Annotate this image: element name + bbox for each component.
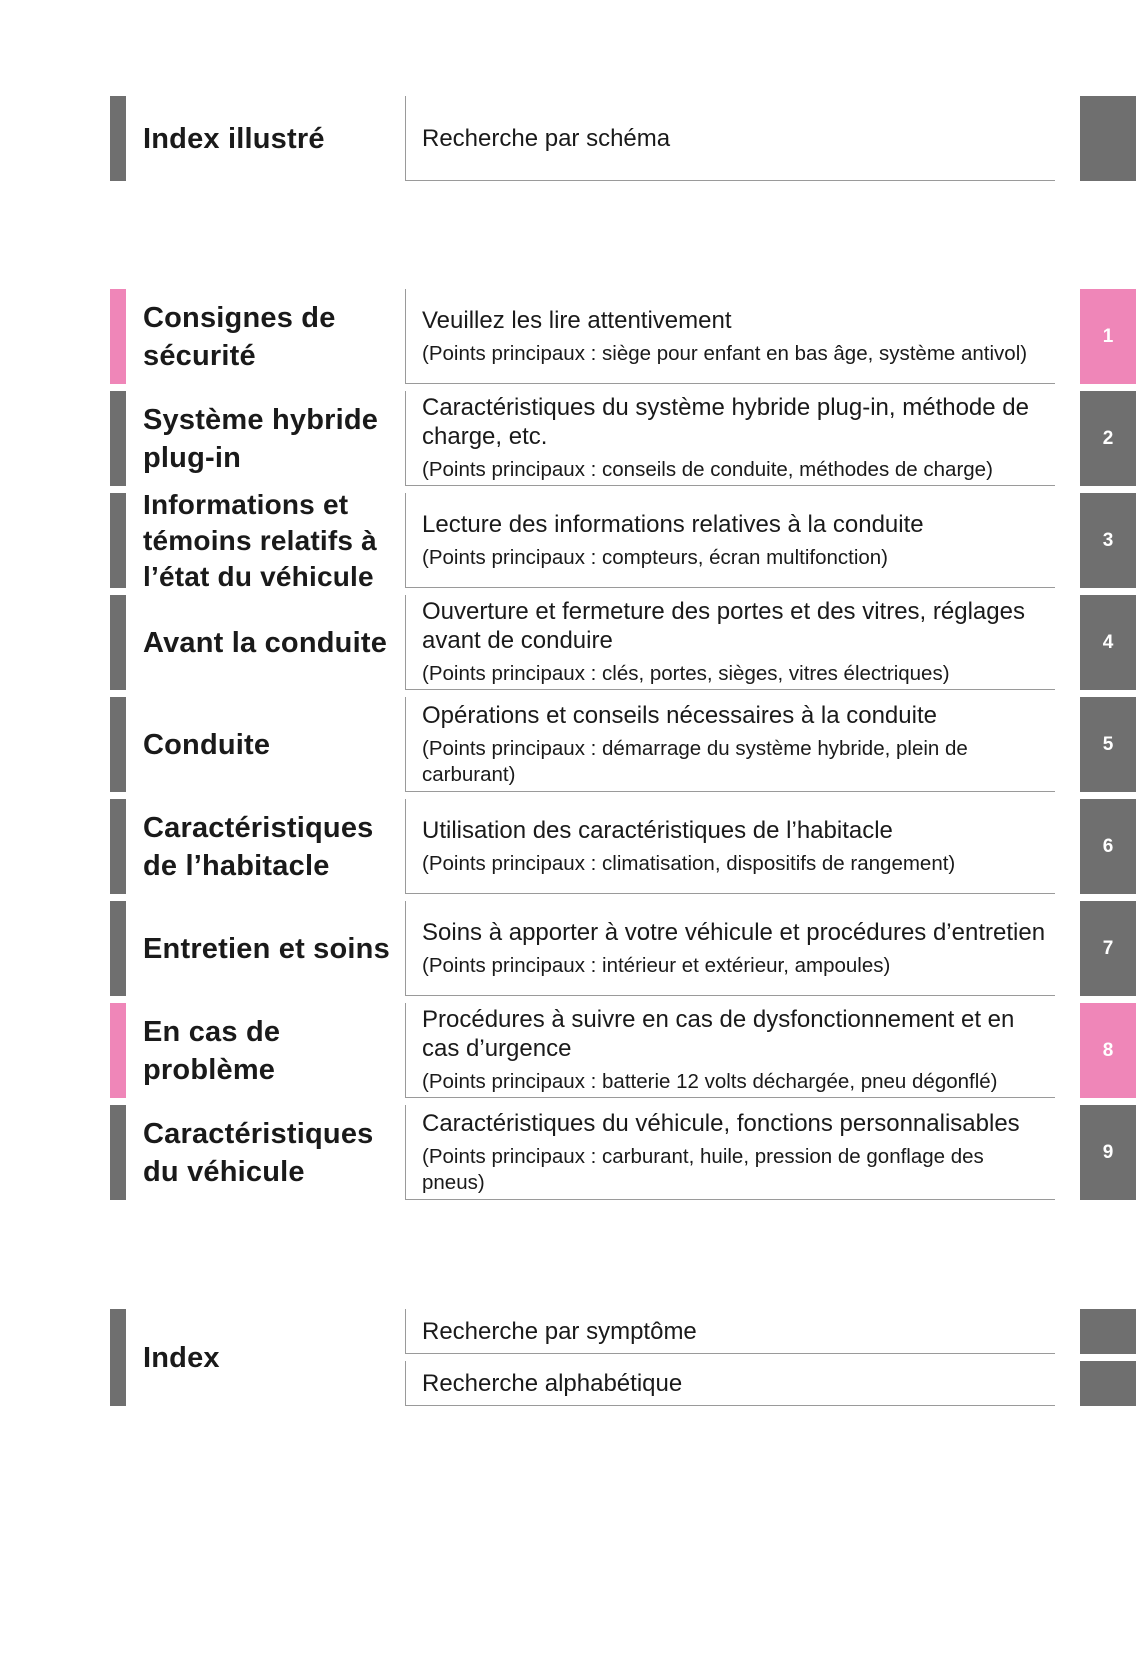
- chapter-tab-7[interactable]: 7: [1080, 901, 1136, 996]
- index-link-symptom[interactable]: [405, 1309, 1136, 1354]
- chapter-description-box: [405, 901, 1055, 996]
- chapter-description: Lecture des informations relatives à la conduite: [422, 510, 924, 538]
- index-section: [110, 1309, 1134, 1406]
- chapter-description-box: [405, 493, 1055, 588]
- chapter-4[interactable]: [110, 595, 1134, 690]
- index-title: Index: [143, 1341, 220, 1374]
- section-bar: [110, 1309, 126, 1406]
- chapter-tab-2[interactable]: 2: [1080, 391, 1136, 486]
- index-link-label: Recherche alphabétique: [422, 1369, 683, 1397]
- chapter-bar: [110, 1105, 126, 1200]
- chapter-title: Caractéristiques de l’habitacle: [143, 811, 374, 882]
- chapter-subtitle: (Points principaux : démarrage du système hybride, plein de carburant): [422, 736, 968, 786]
- chapter-description: Veuillez les lire attentivement: [422, 306, 732, 334]
- chapter-description-box: [405, 289, 1055, 384]
- intro-section[interactable]: [110, 96, 1134, 181]
- section-title: Index illustré: [143, 122, 325, 155]
- chapter-description: Soins à apporter à votre véhicule et procédures d’entretien: [422, 918, 1046, 946]
- chapter-5[interactable]: [110, 697, 1134, 792]
- chapter-title: En cas de problème: [143, 1015, 281, 1086]
- chapter-tab-5[interactable]: 5: [1080, 697, 1136, 792]
- chapter-description: Ouverture et fermeture des portes et des vitres, réglages avant de conduire: [422, 598, 1025, 654]
- chapter-title: Entretien et soins: [143, 932, 390, 965]
- chapter-title: Caractéristiques du véhicule: [143, 1117, 374, 1188]
- chapter-8[interactable]: [110, 1003, 1134, 1098]
- chapter-bar: [110, 493, 126, 588]
- chapter-description-box: [405, 595, 1055, 690]
- chapter-subtitle: (Points principaux : climatisation, dispositifs de rangement): [422, 851, 956, 875]
- chapter-bar: [110, 595, 126, 690]
- chapter-1[interactable]: [110, 289, 1134, 384]
- chapter-bar: [110, 1003, 126, 1098]
- chapter-bar: [110, 391, 126, 486]
- chapter-3[interactable]: [110, 488, 1134, 592]
- chapter-description-box: [405, 1003, 1055, 1098]
- chapter-title: Informations et témoins relatifs à l’état du véhicule: [143, 488, 377, 592]
- chapter-subtitle: (Points principaux : intérieur et extérieur, ampoules): [422, 953, 891, 977]
- section-tab[interactable]: [1080, 96, 1136, 181]
- index-links: [405, 1309, 1136, 1406]
- chapter-description: Opérations et conseils nécessaires à la conduite: [422, 701, 937, 729]
- chapter-subtitle: (Points principaux : clés, portes, sièges, vitres électriques): [422, 662, 950, 685]
- chapter-tab-1[interactable]: 1: [1080, 289, 1136, 384]
- chapter-description-box: [405, 799, 1055, 894]
- index-link-alphabetical[interactable]: [405, 1361, 1136, 1406]
- chapter-tab-8[interactable]: 8: [1080, 1003, 1136, 1098]
- chapter-bar: [110, 697, 126, 792]
- chapter-subtitle: (Points principaux : carburant, huile, pression de gonflage des pneus): [422, 1144, 984, 1194]
- index-link-box: [405, 1361, 1055, 1406]
- section-description-box: [405, 96, 1055, 181]
- chapter-description-box: [405, 697, 1055, 792]
- chapter-subtitle: (Points principaux : conseils de conduite, méthodes de charge): [422, 458, 993, 481]
- index-link-box: [405, 1309, 1055, 1354]
- chapter-description: Procédures à suivre en cas de dysfonctionnement et en cas d’urgence: [422, 1006, 1015, 1062]
- chapter-tab-3[interactable]: 3: [1080, 493, 1136, 588]
- chapter-title: Avant la conduite: [143, 626, 388, 659]
- chapter-description-box: [405, 391, 1055, 486]
- chapter-description: Caractéristiques du système hybride plug-in, méthode de charge, etc.: [422, 394, 1029, 450]
- chapter-tab-9[interactable]: 9: [1080, 1105, 1136, 1200]
- chapter-tab-4[interactable]: 4: [1080, 595, 1136, 690]
- chapter-6[interactable]: [110, 799, 1134, 894]
- chapter-title: Consignes de sécurité: [143, 301, 336, 372]
- chapter-tab-6[interactable]: 6: [1080, 799, 1136, 894]
- chapter-subtitle: (Points principaux : batterie 12 volts déchargée, pneu dégonflé): [422, 1070, 998, 1093]
- chapter-bar: [110, 901, 126, 996]
- chapter-bar: [110, 289, 126, 384]
- index-tab-alphabetical[interactable]: [1080, 1361, 1136, 1406]
- index-tab-symptom[interactable]: [1080, 1309, 1136, 1354]
- chapter-subtitle: (Points principaux : compteurs, écran multifonction): [422, 545, 889, 569]
- section-description: Recherche par schéma: [422, 124, 671, 152]
- chapter-description-box: [405, 1105, 1055, 1200]
- chapter-description: Utilisation des caractéristiques de l’habitacle: [422, 816, 893, 844]
- chapter-subtitle: (Points principaux : siège pour enfant en bas âge, système antivol): [422, 341, 1028, 365]
- chapter-title: Système hybride plug-in: [143, 403, 379, 474]
- chapter-7[interactable]: [110, 901, 1134, 996]
- section-bar: [110, 96, 126, 181]
- chapter-9[interactable]: [110, 1105, 1134, 1200]
- chapter-bar: [110, 799, 126, 894]
- index-link-label: Recherche par symptôme: [422, 1317, 697, 1345]
- chapter-description: Caractéristiques du véhicule, fonctions personnalisables: [422, 1109, 1020, 1137]
- chapter-title: Conduite: [143, 728, 271, 761]
- chapter-2[interactable]: [110, 391, 1134, 486]
